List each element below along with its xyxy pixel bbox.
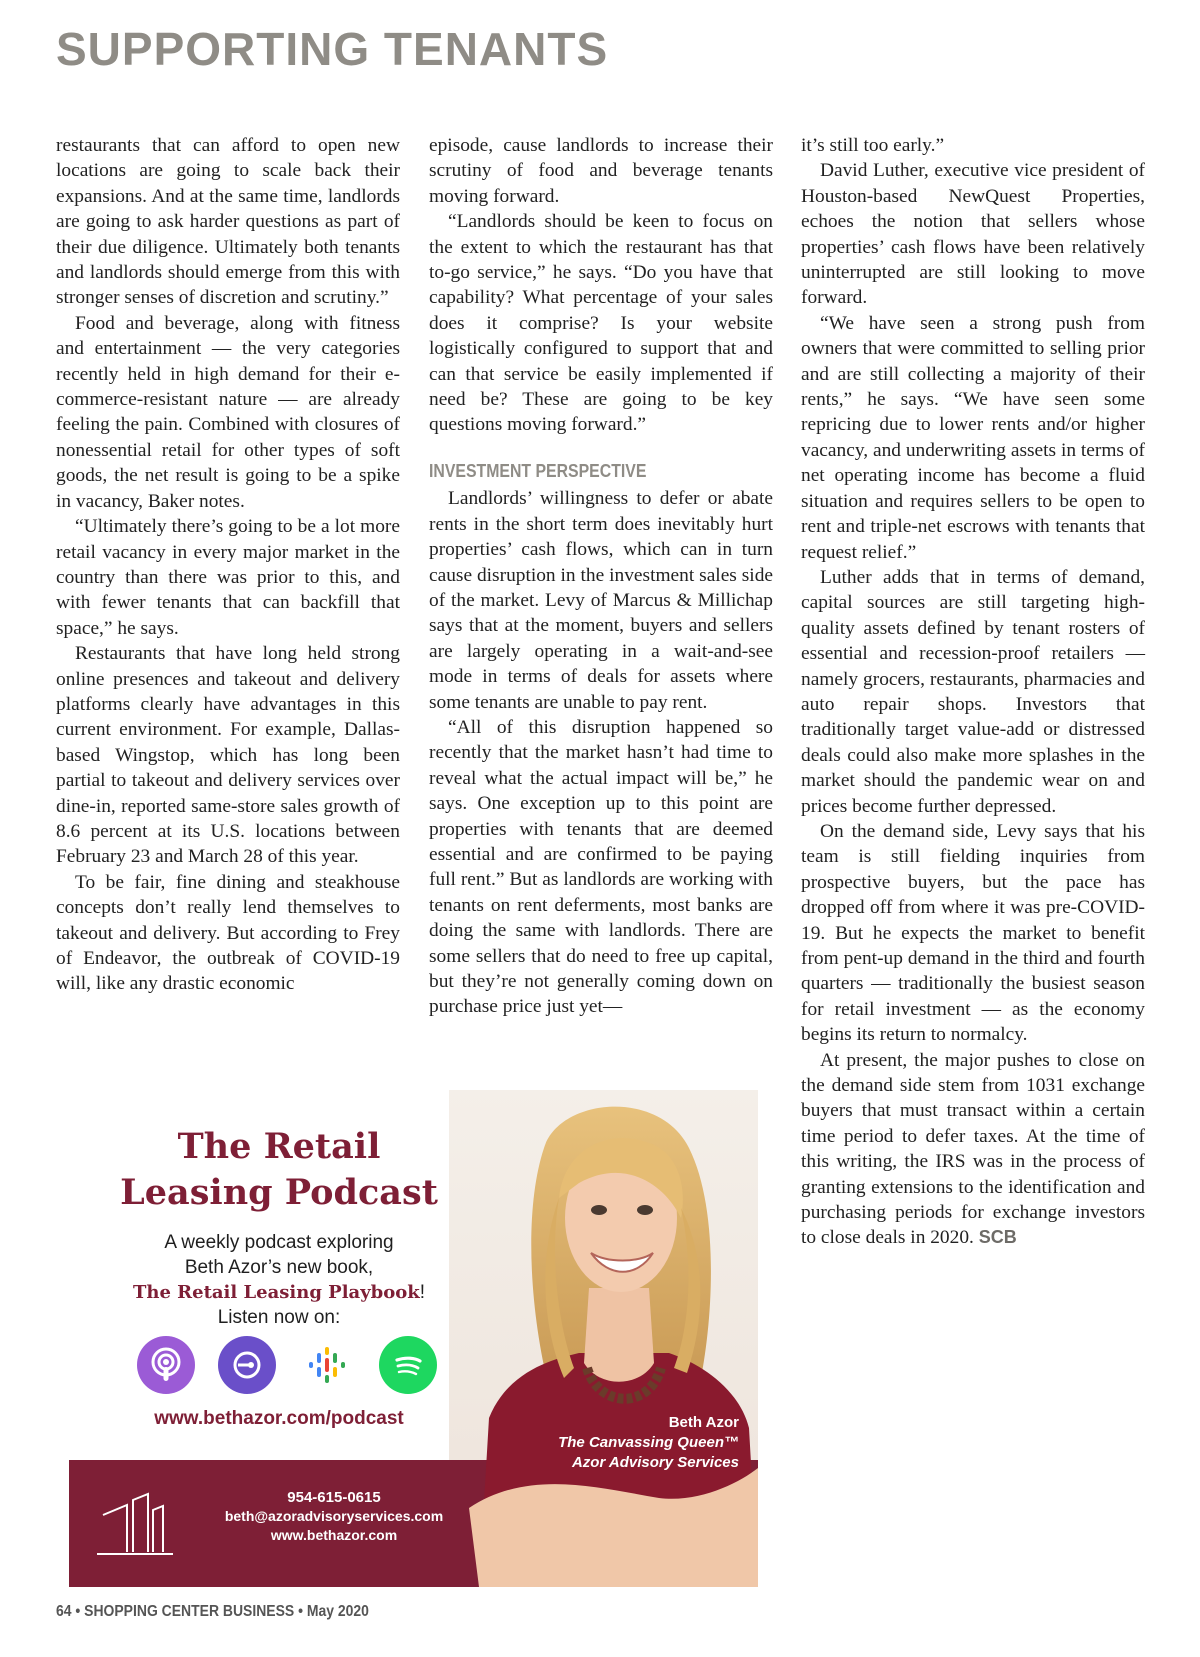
podcast-url-link[interactable]: www.bethazor.com/podcast xyxy=(154,1408,404,1429)
person-name: Beth Azor xyxy=(668,1414,739,1431)
page-footer: 64 • SHOPPING CENTER BUSINESS • May 2020 xyxy=(56,1603,369,1620)
paragraph: Luther adds that in terms of demand, capital sources are still targeting high-quality assets defined by tenant rosters of essential and recession-proof retailers — namely grocers, restaurants, pharmacies and auto repair shops. Investors that traditionally target value-add or distressed deals could also make more splashes in the market should the pandemic wear on and prices become further depressed. xyxy=(801,566,1145,817)
paragraph: “We have seen a strong push from owners that were committed to selling prior and are still collecting a majority of their rents,” he says. “We have seen some repricing due to lower rents and/or higher vacancy, and underwriting assets in terms of net operating income has become a fluid situation and requires sellers to be open to rent and triple-net escrows with tenants that request relief.” xyxy=(801,312,1145,563)
paragraph: On the demand side, Levy says that his team is still fielding inquiries from prospective buyers, but the pace has dropped off from where it was pre-COVID-19. But he expects the market to benefit from pent-up demand in the third and fourth quarters — traditionally the busiest season for retail investment — as the economy begins its return to normalcy. xyxy=(801,820,1145,1046)
paragraph-text: At present, the major pushes to close on the demand side stem from 1031 exchange buyers that must transact within a certain time period to defer taxes. At the time of this writing, the IRS was in the process of granting extensions to the identification and purchasing periods for exchange investors to close deals in 2020. xyxy=(801,1049,1145,1249)
phone-number[interactable]: 954-615-0615 xyxy=(287,1489,381,1506)
paragraph: “Landlords should be keen to focus on the extent to which the restaurant has that to-go service,” he says. “Do you have that capability? What percentage of your sales does it comprise? Is your website logistically configured to support that and can that service be easily implemented if need be? These are going to be key questions moving forward.” xyxy=(429,211,773,436)
paragraph: “Ultimately there’s going to be a lot more retail vacancy in every major market in the country than there was prior to this, and with fewer tenants that can backfill that space,” he says. xyxy=(56,516,400,639)
listen-label: Listen now on: xyxy=(217,1307,341,1328)
paragraph: To be fair, fine dining and steakhouse concepts don’t really lend themselves to takeout and delivery. But according to Frey of Endeavor, the outbreak of COVID-19 will, like any drastic economic xyxy=(56,871,400,995)
desc-line-1: A weekly podcast exploring xyxy=(164,1232,394,1253)
podcast-title xyxy=(69,1124,489,1216)
ad-text-block xyxy=(69,1090,489,1460)
subheading: INVESTMENT PERSPECTIVE xyxy=(429,460,647,481)
desc-line-2: Beth Azor’s new book, xyxy=(184,1257,374,1278)
azor-logo-icon xyxy=(93,1470,183,1560)
podcast-title-line-1: The Retail xyxy=(177,1126,381,1167)
person-company: Azor Advisory Services xyxy=(571,1454,739,1471)
podcast-title-line-2: Leasing Podcast xyxy=(120,1172,438,1213)
podcast-platform-icons xyxy=(137,1336,437,1398)
podcast-description xyxy=(69,1230,489,1330)
book-suffix: ! xyxy=(419,1282,426,1303)
book-line xyxy=(69,1280,489,1305)
spotify-icon[interactable] xyxy=(379,1336,437,1394)
article-column-2 xyxy=(429,133,773,1020)
paragraph: Landlords’ willingness to defer or abate rents in the short term does inevitably hurt properties’ cash flows, which can in turn cause disruption in the investment sales side of the market. Levy of Marcus & Millichap says that at the moment, buyers and sellers are largely operating in a wait-and-see mode in terms of deals for assets where some tenants are unable to pay rent. xyxy=(429,488,773,713)
google-podcasts-icon[interactable] xyxy=(298,1336,356,1394)
person-credit xyxy=(499,1413,739,1473)
podcast-advertisement xyxy=(69,1090,758,1587)
book-title: The Retail Leasing Playbook xyxy=(132,1282,420,1303)
castbox-icon[interactable] xyxy=(218,1336,276,1394)
article-column-3 xyxy=(801,133,1145,1251)
portrait-photo xyxy=(449,1090,758,1587)
section-title: SUPPORTING TENANTS xyxy=(56,23,609,75)
email-link[interactable]: beth@azoradvisoryservices.com xyxy=(224,1508,444,1524)
paragraph: David Luther, executive vice president of Houston-based NewQuest Properties, echoes the notion that sellers whose properties’ cash flows have been relatively uninterrupted are still looking to move forward. xyxy=(801,160,1145,309)
paragraph-last xyxy=(801,1048,1145,1251)
paragraph: “All of this disruption happened so recently that the market hasn’t had time to reveal what the actual impact will be,” he says. One exception up to this point are properties with tenants that are deemed essential and are confirmed to be paying full rent.” But as landlords are working with tenants on rent deferments, most banks are doing the same with landlords. There are some sellers that do need to free up capital, but they’re not generally coming down on purchase price just yet— xyxy=(429,716,773,1018)
paragraph: Restaurants that have long held strong online presences and takeout and delivery platforms clearly have advantages in this current environment. For example, Dallas-based Wingstop, which has long been partial to takeout and delivery services over dine-in, reported same-store sales growth of 8.6 percent at its U.S. locations between February 23 and March 28 of this year. xyxy=(56,643,400,868)
person-role: The Canvassing Queen™ xyxy=(558,1434,739,1451)
apple-podcasts-icon[interactable] xyxy=(137,1336,195,1394)
paragraph: episode, cause landlords to increase their scrutiny of food and beverage tenants moving forward. xyxy=(429,135,773,207)
article-column-1 xyxy=(56,133,400,997)
paragraph: it’s still too early.” xyxy=(801,135,945,156)
paragraph: Food and beverage, along with fitness and entertainment — the very categories recently held in high demand for their e-commerce-resistant nature — are already feeling the pain. Combined with closures of nonessential retail for other types of soft goods, the net result is going to be a spike in vacancy, Baker notes. xyxy=(56,312,400,512)
website-link[interactable]: www.bethazor.com xyxy=(270,1527,398,1543)
end-mark: SCB xyxy=(978,1227,1017,1248)
paragraph: restaurants that can afford to open new locations are going to scale back their expansions. And at the same time, landlords are going to ask harder questions as part of their due diligence. Ultimately both tenants and landlords should emerge from this with stronger senses of discretion and scrutiny.” xyxy=(56,135,400,309)
contact-info xyxy=(199,1488,469,1545)
